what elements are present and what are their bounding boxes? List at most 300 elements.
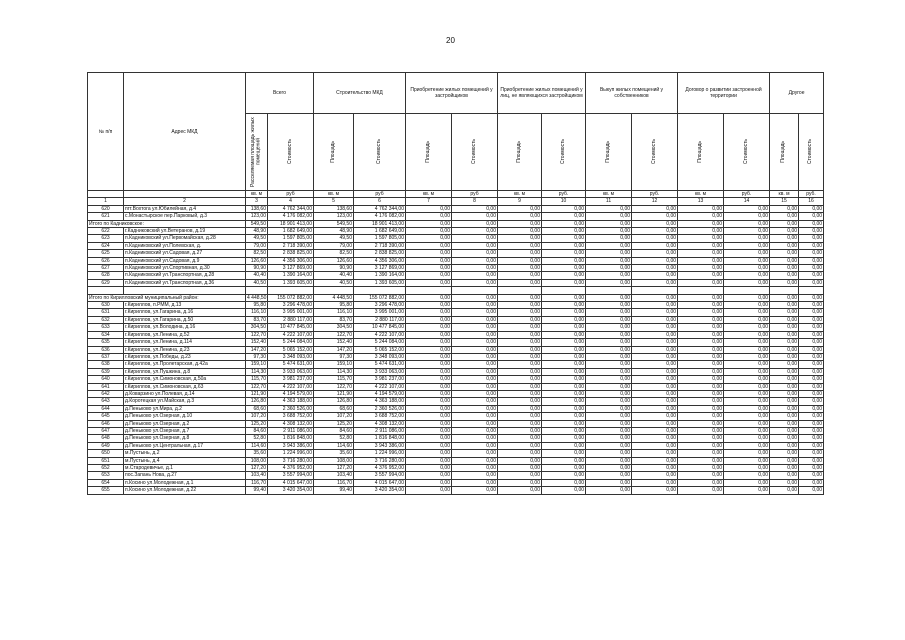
table-cell-value: 0,00 <box>586 279 632 286</box>
table-cell-value: 0,00 <box>452 294 498 301</box>
table-cell-value: 4 762 344,00 <box>268 205 314 212</box>
table-cell-value: 0,00 <box>678 302 724 309</box>
table-cell-value: 122,70 <box>314 383 354 390</box>
table-cell-value: 0,00 <box>586 487 632 494</box>
row-number: 642 <box>88 390 124 397</box>
table-cell-value: 0,00 <box>632 339 678 346</box>
table-cell-value: 0,00 <box>586 383 632 390</box>
table-cell-value: 115,70 <box>314 376 354 383</box>
table-cell-value: 0,00 <box>586 250 632 257</box>
table-cell-value: 0,00 <box>498 265 542 272</box>
table-cell-value: 0,00 <box>586 220 632 227</box>
table-cell-value: 0,00 <box>799 316 824 323</box>
table-cell-value: 0,00 <box>770 242 799 249</box>
table-cell-value: 35,60 <box>246 450 268 457</box>
table-cell-value: 0,00 <box>452 457 498 464</box>
table-cell-value: 5 474 631,00 <box>354 361 406 368</box>
row-address: д.Пеньково ул.Озерная, д.7 <box>124 427 246 434</box>
table-cell-value: 90,90 <box>314 265 354 272</box>
table-row <box>88 302 824 309</box>
table-cell-value: 0,00 <box>542 324 586 331</box>
row-address: г.Кириллов, п.РММ, д.13 <box>124 302 246 309</box>
table-cell-value: 0,00 <box>770 324 799 331</box>
row-number: 630 <box>88 302 124 309</box>
table-cell-value: 0,00 <box>678 457 724 464</box>
unit-sqm: кв. м <box>586 191 632 198</box>
table-cell-value: 0,00 <box>678 235 724 242</box>
header-area: Площадь <box>678 114 724 191</box>
table-cell-value: 3 296 478,00 <box>268 302 314 309</box>
table-cell-value: 18 901 413,00 <box>268 220 314 227</box>
table-cell-value: 4 194 579,00 <box>354 390 406 397</box>
table-cell-value: 0,00 <box>632 309 678 316</box>
table-cell-value: 0,00 <box>406 331 452 338</box>
table-cell-value: 0,00 <box>586 442 632 449</box>
table-cell-value: 0,00 <box>406 302 452 309</box>
table-cell-value: 3 716 280,00 <box>354 457 406 464</box>
table-row <box>88 472 824 479</box>
row-address: г.Кириллов, ул.Победы, д.23 <box>124 353 246 360</box>
table-cell-value: 0,00 <box>799 442 824 449</box>
table-cell-value: 0,00 <box>406 390 452 397</box>
table-cell-value: 0,00 <box>724 390 770 397</box>
table-cell-value: 0,00 <box>770 272 799 279</box>
table-cell-value: 0,00 <box>586 316 632 323</box>
table-cell-value: 0,00 <box>406 487 452 494</box>
table-cell-value: 0,00 <box>586 242 632 249</box>
table-row <box>88 479 824 486</box>
table-cell-value: 0,00 <box>586 361 632 368</box>
column-number: 4 <box>268 198 314 205</box>
table-cell-value: 114,30 <box>246 368 268 375</box>
table-cell-value: 0,00 <box>799 242 824 249</box>
table-cell-value: 0,00 <box>632 331 678 338</box>
table-cell-value: 127,20 <box>314 465 354 472</box>
table-cell-value: 0,00 <box>770 450 799 457</box>
table-cell-value: 0,00 <box>799 294 824 301</box>
row-address: д.Пеньково ул.Озерная, д.2 <box>124 420 246 427</box>
table-cell-value: 0,00 <box>770 353 799 360</box>
table-row <box>88 398 824 405</box>
table-cell-value: 0,00 <box>724 228 770 235</box>
table-cell-value: 0,00 <box>542 353 586 360</box>
table-cell-value: 48,90 <box>314 228 354 235</box>
table-cell-value: 3 348 093,00 <box>354 353 406 360</box>
table-cell-value: 3 688 752,00 <box>354 413 406 420</box>
table-total-row <box>88 294 824 301</box>
row-address: г.Кириллов, ул.Гагарина, д.50 <box>124 316 246 323</box>
table-cell-value: 0,00 <box>632 435 678 442</box>
table-cell-value: 10 477 845,00 <box>268 324 314 331</box>
table-cell-empty <box>268 287 314 294</box>
row-number: 621 <box>88 213 124 220</box>
table-cell-value: 0,00 <box>799 479 824 486</box>
table-cell-value: 4 222 107,00 <box>354 331 406 338</box>
column-number: 5 <box>314 198 354 205</box>
table-cell-value: 0,00 <box>406 257 452 264</box>
row-number: 655 <box>88 487 124 494</box>
table-cell-value: 0,00 <box>542 450 586 457</box>
table-cell-value: 0,00 <box>406 450 452 457</box>
column-number: 7 <box>406 198 452 205</box>
table-cell-value: 0,00 <box>498 353 542 360</box>
table-cell-value: 0,00 <box>586 257 632 264</box>
table-cell-empty <box>799 287 824 294</box>
table-cell-value: 0,00 <box>678 487 724 494</box>
table-cell-empty <box>406 287 452 294</box>
table-cell-value: 2 838 825,00 <box>268 250 314 257</box>
unit-sqm: кв. м <box>314 191 354 198</box>
table-cell-value: 4 762 344,00 <box>354 205 406 212</box>
table-cell-value: 0,00 <box>406 472 452 479</box>
table-cell-value: 0,00 <box>406 346 452 353</box>
table-cell-value: 4 363 188,00 <box>354 398 406 405</box>
table-row <box>88 413 824 420</box>
table-cell-value: 3 420 354,00 <box>268 487 314 494</box>
table-cell-value: 1 682 649,00 <box>354 228 406 235</box>
table-cell-value: 0,00 <box>498 346 542 353</box>
row-number: 649 <box>88 442 124 449</box>
table-cell-value: 0,00 <box>678 316 724 323</box>
table-cell-value: 0,00 <box>724 442 770 449</box>
table-cell-value: 0,00 <box>542 302 586 309</box>
table-cell-value: 0,00 <box>678 465 724 472</box>
table-cell-value: 1 390 164,00 <box>268 272 314 279</box>
table-row <box>88 457 824 464</box>
table-cell-value: 0,00 <box>452 302 498 309</box>
table-cell-value: 0,00 <box>498 213 542 220</box>
table-cell-value: 0,00 <box>678 294 724 301</box>
table-row <box>88 487 824 494</box>
row-number: 646 <box>88 420 124 427</box>
table-cell-value: 2 718 390,00 <box>354 242 406 249</box>
table-cell-value: 5 244 084,00 <box>268 339 314 346</box>
table-row <box>88 265 824 272</box>
table-cell-value: 114,60 <box>246 442 268 449</box>
table-cell-value: 0,00 <box>586 457 632 464</box>
table-cell-value: 0,00 <box>770 398 799 405</box>
table-cell-value: 0,00 <box>542 383 586 390</box>
header-units-row <box>88 191 824 198</box>
table-cell-value: 0,00 <box>406 435 452 442</box>
row-number: 638 <box>88 361 124 368</box>
table-cell-empty <box>314 287 354 294</box>
column-number: 1 <box>88 198 124 205</box>
table-cell-value: 125,20 <box>314 420 354 427</box>
table-cell-value: 1 390 164,00 <box>354 272 406 279</box>
row-number: 643 <box>88 398 124 405</box>
table-cell-empty <box>246 287 268 294</box>
table-cell-value: 0,00 <box>770 279 799 286</box>
table-cell-value: 0,00 <box>452 405 498 412</box>
table-cell-value: 0,00 <box>770 465 799 472</box>
table-cell-value: 0,00 <box>452 465 498 472</box>
table-cell-value: 0,00 <box>724 450 770 457</box>
table-cell-value: 0,00 <box>678 272 724 279</box>
row-address: г.Кириллов, ул.Гагарина, д.16 <box>124 309 246 316</box>
row-address: г.Кадниковский ул.Ветеранов, д.19 <box>124 228 246 235</box>
table-cell-value: 4 015 647,00 <box>268 479 314 486</box>
table-cell-value: 0,00 <box>406 220 452 227</box>
table-cell-value: 0,00 <box>586 450 632 457</box>
table-cell-value: 138,60 <box>246 205 268 212</box>
table-cell-value: 0,00 <box>678 420 724 427</box>
unit-sqm: кв. м <box>770 191 799 198</box>
row-number: 620 <box>88 205 124 212</box>
table-cell-value: 0,00 <box>452 435 498 442</box>
table-row <box>88 427 824 434</box>
table-cell-value: 0,00 <box>678 279 724 286</box>
row-address: г.Кириллов, ул.Ленина, д.52 <box>124 331 246 338</box>
table-cell-value: 0,00 <box>799 383 824 390</box>
table-cell-value: 0,00 <box>678 309 724 316</box>
table-cell-value: 0,00 <box>498 390 542 397</box>
table-cell-value: 0,00 <box>678 346 724 353</box>
table-cell-value: 159,10 <box>246 361 268 368</box>
table-cell-value: 0,00 <box>678 331 724 338</box>
table-cell-empty <box>586 287 632 294</box>
table-cell-value: 68,60 <box>246 405 268 412</box>
table-cell-value: 0,00 <box>770 390 799 397</box>
table-cell-value: 121,90 <box>314 390 354 397</box>
table-cell-value: 0,00 <box>799 309 824 316</box>
table-cell-value: 0,00 <box>406 465 452 472</box>
table-cell-value: 0,00 <box>632 242 678 249</box>
table-cell-value: 0,00 <box>678 427 724 434</box>
table-cell-value: 0,00 <box>724 472 770 479</box>
row-number: 623 <box>88 235 124 242</box>
table-cell-value: 0,00 <box>770 220 799 227</box>
row-address: д.Пеньково ул.Озерная, д.8 <box>124 435 246 442</box>
table-cell-value: 0,00 <box>586 413 632 420</box>
table-cell-value: 0,00 <box>799 420 824 427</box>
table-cell-value: 0,00 <box>542 331 586 338</box>
table-cell-value: 0,00 <box>799 257 824 264</box>
table-row <box>88 309 824 316</box>
table-cell-value: 0,00 <box>799 405 824 412</box>
row-number: 629 <box>88 279 124 286</box>
table-cell-value: 2 911 086,00 <box>268 427 314 434</box>
table-cell-value: 0,00 <box>770 346 799 353</box>
table-cell-value: 0,00 <box>632 250 678 257</box>
table-cell-value: 2 880 117,00 <box>354 316 406 323</box>
row-number: 645 <box>88 413 124 420</box>
column-number: 16 <box>799 198 824 205</box>
table-cell-value: 3 420 354,00 <box>354 487 406 494</box>
table-cell-value: 0,00 <box>542 316 586 323</box>
row-address: г.Кириллов, ул.Пушкина, д.8 <box>124 368 246 375</box>
column-number: 14 <box>724 198 770 205</box>
header-area: Площадь <box>314 114 354 191</box>
row-address: д.Пеньково ул.Озерная, д.10 <box>124 413 246 420</box>
table-cell-value: 84,60 <box>314 427 354 434</box>
table-cell-value: 0,00 <box>770 487 799 494</box>
table-cell-value: 0,00 <box>632 279 678 286</box>
table-cell-value: 83,70 <box>246 316 268 323</box>
table-row <box>88 242 824 249</box>
table-cell-value: 0,00 <box>542 265 586 272</box>
table-cell-value: 152,40 <box>314 339 354 346</box>
table-cell-value: 0,00 <box>678 265 724 272</box>
table-cell-value: 0,00 <box>452 220 498 227</box>
column-number: 15 <box>770 198 799 205</box>
row-number: 641 <box>88 383 124 390</box>
table-cell-value: 0,00 <box>724 457 770 464</box>
table-row <box>88 272 824 279</box>
table-row <box>88 331 824 338</box>
table-cell-empty <box>724 287 770 294</box>
resettlement-table <box>87 72 824 495</box>
table-cell-value: 0,00 <box>406 250 452 257</box>
table-cell-value: 0,00 <box>632 442 678 449</box>
table-cell-value: 126,80 <box>246 398 268 405</box>
table-cell-value: 0,00 <box>724 235 770 242</box>
table-cell-value: 126,60 <box>314 257 354 264</box>
total-label: Итого по Кадниковское: <box>88 220 246 227</box>
row-number: 625 <box>88 250 124 257</box>
table-cell-value: 79,00 <box>246 242 268 249</box>
header-group-total: Всего <box>246 73 314 114</box>
table-cell-value: 3 557 994,00 <box>268 472 314 479</box>
table-cell-value: 0,00 <box>498 383 542 390</box>
table-cell-value: 0,00 <box>542 235 586 242</box>
table-cell-value: 0,00 <box>632 405 678 412</box>
table-cell-value: 0,00 <box>452 205 498 212</box>
table-cell-value: 90,90 <box>246 265 268 272</box>
table-cell-value: 0,00 <box>406 272 452 279</box>
table-cell-value: 0,00 <box>678 324 724 331</box>
table-cell-value: 0,00 <box>724 309 770 316</box>
table-cell-value: 108,00 <box>314 457 354 464</box>
table-cell-value: 0,00 <box>406 294 452 301</box>
table-cell-value: 0,00 <box>799 472 824 479</box>
table-cell-value: 52,80 <box>246 435 268 442</box>
table-cell-value: 0,00 <box>452 420 498 427</box>
table-cell-value: 4 015 647,00 <box>354 479 406 486</box>
table-cell-value: 0,00 <box>586 272 632 279</box>
table-cell-value: 0,00 <box>632 361 678 368</box>
table-cell-empty <box>354 287 406 294</box>
table-cell-value: 0,00 <box>586 472 632 479</box>
table-cell-value: 0,00 <box>770 383 799 390</box>
table-row <box>88 435 824 442</box>
table-cell-value: 0,00 <box>498 435 542 442</box>
table-cell-value: 0,00 <box>406 457 452 464</box>
row-number: 654 <box>88 479 124 486</box>
row-address: п.Косино ул.Молодежная, д.22 <box>124 487 246 494</box>
table-cell-value: 2 838 825,00 <box>354 250 406 257</box>
table-cell-value: 84,60 <box>246 427 268 434</box>
table-cell-value: 107,20 <box>246 413 268 420</box>
header-num: № п/п <box>88 73 124 191</box>
table-cell-value: 0,00 <box>799 272 824 279</box>
table-total-row <box>88 220 824 227</box>
table-cell-value: 0,00 <box>452 390 498 397</box>
table-cell-value: 103,40 <box>314 472 354 479</box>
table-cell-value: 0,00 <box>452 242 498 249</box>
table-row <box>88 353 824 360</box>
table-cell-value: 0,00 <box>498 398 542 405</box>
table-cell-value: 0,00 <box>498 420 542 427</box>
table-cell-value: 0,00 <box>632 346 678 353</box>
table-cell-value: 0,00 <box>678 361 724 368</box>
table-cell-value: 0,00 <box>586 265 632 272</box>
table-cell-value: 0,00 <box>406 398 452 405</box>
table-cell-value: 2 360 526,00 <box>268 405 314 412</box>
table-cell-value: 0,00 <box>724 376 770 383</box>
table-cell-value: 0,00 <box>770 309 799 316</box>
unit-rub: руб <box>452 191 498 198</box>
table-cell-value: 4 176 082,00 <box>354 213 406 220</box>
table-cell-value: 123,00 <box>314 213 354 220</box>
table-row <box>88 228 824 235</box>
table-cell-value: 0,00 <box>770 413 799 420</box>
table-cell-value: 0,00 <box>724 405 770 412</box>
table-cell-value: 0,00 <box>770 479 799 486</box>
table-cell-value: 0,00 <box>406 309 452 316</box>
table-cell-value: 0,00 <box>406 279 452 286</box>
unit-rub: руб. <box>799 191 824 198</box>
table-cell-value: 4 176 082,00 <box>268 213 314 220</box>
table-row <box>88 279 824 286</box>
table-cell-value: 0,00 <box>498 427 542 434</box>
table-cell-value: 0,00 <box>586 398 632 405</box>
table-cell-value: 0,00 <box>542 376 586 383</box>
table-cell-value: 0,00 <box>498 405 542 412</box>
table-row <box>88 346 824 353</box>
table-cell-value: 0,00 <box>498 472 542 479</box>
row-number: 651 <box>88 457 124 464</box>
row-address: д.Коварзино ул.Полевая, д.14 <box>124 390 246 397</box>
table-cell-value: 304,50 <box>246 324 268 331</box>
table-cell-value: 0,00 <box>770 405 799 412</box>
table-cell-value: 114,30 <box>314 368 354 375</box>
table-cell-empty <box>632 287 678 294</box>
table-cell-value: 1 597 805,00 <box>354 235 406 242</box>
table-cell-value: 0,00 <box>406 479 452 486</box>
table-row <box>88 316 824 323</box>
table-cell-value: 0,00 <box>406 324 452 331</box>
table-cell-value: 3 348 093,00 <box>268 353 314 360</box>
unit-rub: руб <box>354 191 406 198</box>
table-cell-value: 0,00 <box>770 361 799 368</box>
table-cell-value: 0,00 <box>498 272 542 279</box>
table-cell-value: 0,00 <box>406 427 452 434</box>
table-cell-value: 0,00 <box>678 257 724 264</box>
row-address: д.Пеньково ул.Мира, д.2 <box>124 405 246 412</box>
table-cell-value: 0,00 <box>724 383 770 390</box>
table-row <box>88 450 824 457</box>
table-cell-value: 0,00 <box>799 368 824 375</box>
table-cell-value: 0,00 <box>632 368 678 375</box>
table-cell-value: 0,00 <box>586 405 632 412</box>
table-cell-value: 0,00 <box>799 427 824 434</box>
table-cell-value: 0,00 <box>498 368 542 375</box>
table-cell-value: 0,00 <box>678 413 724 420</box>
table-row <box>88 420 824 427</box>
table-cell-value: 0,00 <box>452 442 498 449</box>
table-cell-value: 0,00 <box>452 376 498 383</box>
table-cell-value: 0,00 <box>586 465 632 472</box>
table-cell-value: 0,00 <box>678 220 724 227</box>
table-cell-value: 3 127 869,00 <box>268 265 314 272</box>
table-cell-value: 4 222 107,00 <box>354 383 406 390</box>
table-cell-value: 0,00 <box>724 413 770 420</box>
table-cell-value: 0,00 <box>586 228 632 235</box>
table-cell-value: 0,00 <box>799 250 824 257</box>
table-cell-value: 4 448,50 <box>314 294 354 301</box>
table-cell-empty <box>542 287 586 294</box>
